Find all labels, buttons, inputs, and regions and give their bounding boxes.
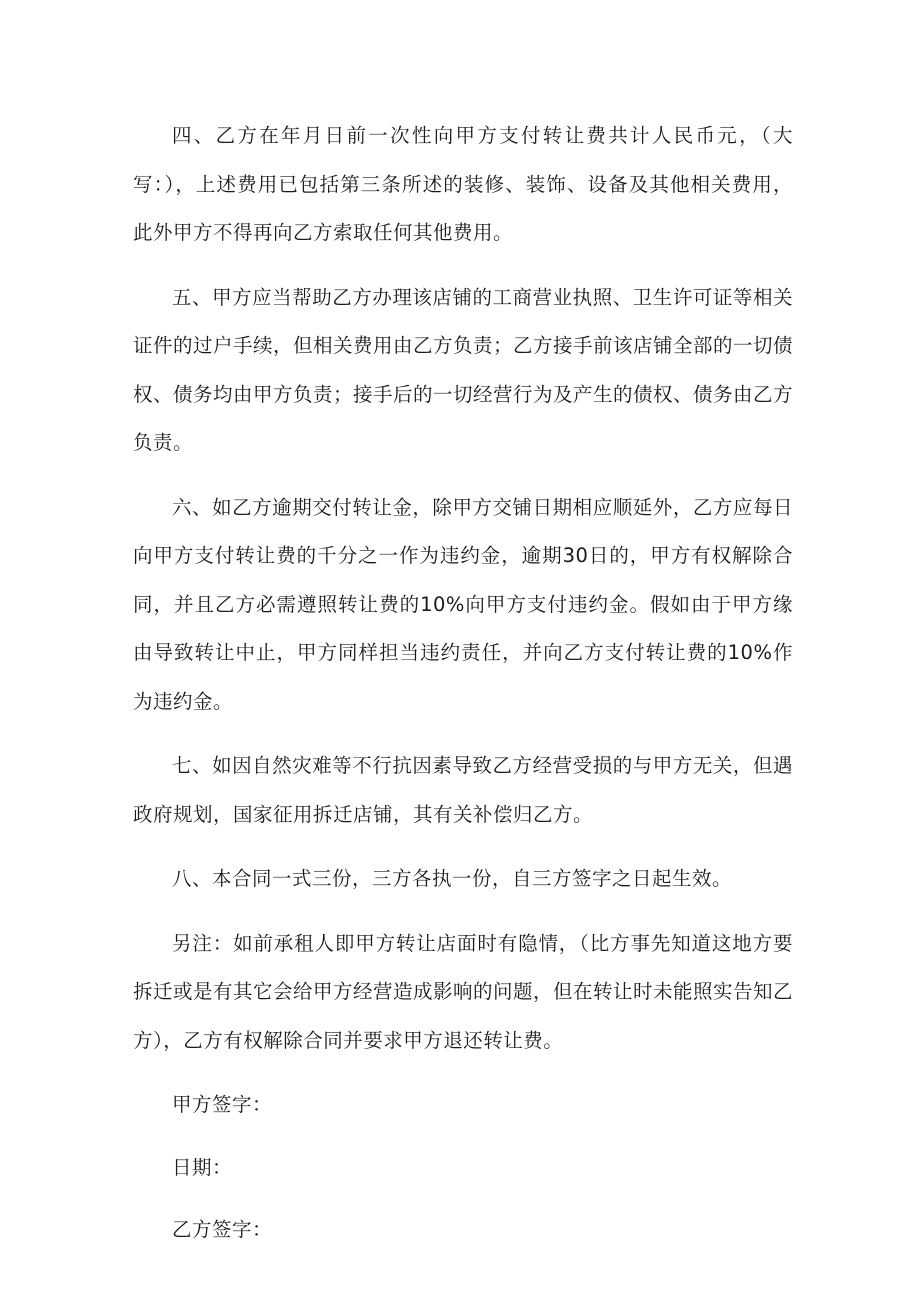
clause-5: 五、甲方应当帮助乙方办理该店铺的工商营业执照、卫生许可证等相关证件的过户手续，但相关费用由乙方负责；乙方接手前该店铺全部的一切债权、债务均由甲方负责；接手后的一切经营行为及产生的债权、债务由乙方负责。: [133, 285, 794, 454]
clause-4: 四、乙方在年月日前一次性向甲方支付转让费共计人民币元，（大写：），上述费用已包括第三条所述的装修、装饰、设备及其他相关费用，此外甲方不得再向乙方索取任何其他费用。: [133, 124, 793, 244]
clause-6: 六、如乙方逾期交付转让金，除甲方交铺日期相应顺延外，乙方应每日向甲方支付转让费的千分之一作为违约金，逾期30日的，甲方有权解除合同，并且乙方必需遵照转让费的10%向甲方支付违约金。假如由于甲方缘由导致转让中止，甲方同样担当违约责任，并向乙方支付转让费的10%作为违约金。: [133, 495, 793, 713]
document-body: [133, 112, 793, 1255]
clause-7: 七、如因自然灾难等不行抗因素导致乙方经营受损的与甲方无关，但遇政府规划，国家征用拆迁店铺，其有关补偿归乙方。: [133, 754, 793, 826]
date-label: 日期：: [172, 1155, 233, 1179]
additional-note: 另注：如前承租人即甲方转让店面时有隐情，（比方事先知道这地方要拆迁或是有其它会给甲方经营造成影响的问题，但在转让时未能照实告知乙方），乙方有权解除合同并要求甲方退还转让费。: [133, 931, 794, 1052]
clause-8: 八、本合同一式三份，三方各执一份，自三方签字之日起生效。: [172, 867, 733, 890]
party-a-signature-label: 甲方签字：: [172, 1093, 273, 1116]
party-b-signature-label: 乙方签字：: [172, 1218, 273, 1241]
